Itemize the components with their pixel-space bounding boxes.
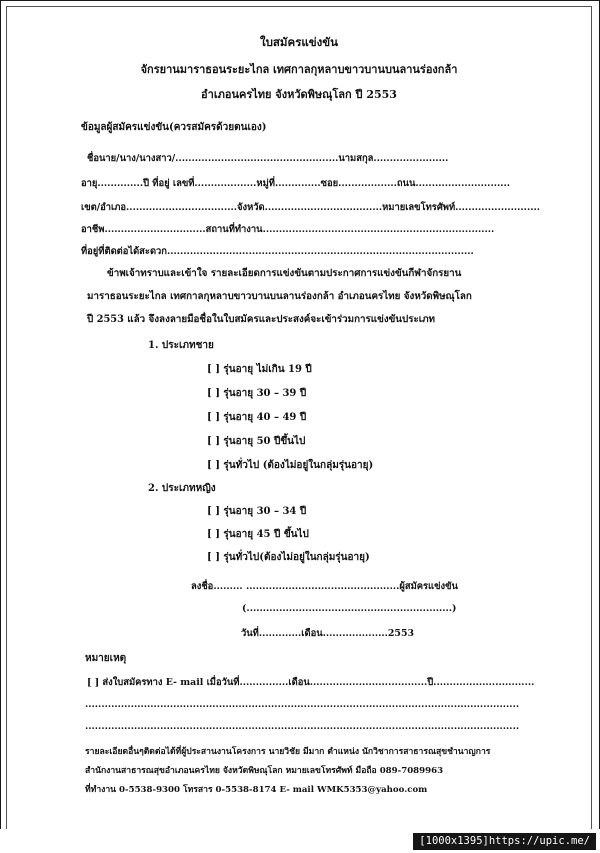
signature-line: ลงชื่อ......... ...............................................ผู้สมัครแข่งขัน	[191, 581, 458, 592]
female-option-30-34[interactable]: [ ] รุ่นอายุ 30 – 34 ปี	[207, 506, 307, 517]
note-dotted-line-2: .....................................................................................................................................	[85, 721, 520, 732]
document-page	[6, 6, 592, 830]
female-option-open[interactable]: [ ] รุ่นทั่วไป(ต้องไม่อยู่ในกลุ่มรุ่นอายุ)	[207, 552, 370, 563]
declaration-line-3: ปี 2553 แล้ว จึงลงลายมือชื่อในใบสมัครและประสงค์จะเข้าร่วมการแข่งขันประเภท	[87, 314, 436, 325]
female-option-45-plus[interactable]: [ ] รุ่นอายุ 45 ปี ขึ้นไป	[207, 529, 309, 540]
male-option-40-49[interactable]: [ ] รุ่นอายุ 40 – 49 ปี	[207, 412, 307, 423]
form-title: ใบสมัครแข่งขัน	[260, 35, 338, 49]
female-category-heading: 2. ประเภทหญิง	[148, 483, 216, 494]
male-option-under-19[interactable]: [ ] รุ่นอายุ ไม่เกิน 19 ปี	[207, 364, 312, 375]
signature-name-parenthesis: (...............................................................)	[242, 603, 457, 614]
age-address-field-line: อายุ..............ปี ที่อยู่ เลขที่...................หมู่ที่..............ซอย..................ถนน.............................	[81, 178, 511, 189]
declaration-line-2: มาราธอนระยะไกล เทศกาลกุหลาบขาวบานบนลานร่องกล้า อำเภอนครไทย จังหวัดพิษณุโลก	[87, 291, 472, 302]
male-category-heading: 1. ประเภทชาย	[148, 340, 214, 351]
name-field-line: ชื่อนาย/นาง/นางสาว/..................................................นามสกุล.......................	[87, 153, 449, 164]
district-phone-field-line: เขต/อำเภอ..................................จังหวัด....................................หมายเลขโทรศัพท์..........................	[81, 202, 541, 213]
contact-address-field-line: ที่อยู่ที่ติดต่อได้สะดวก..............................................................................................	[81, 246, 474, 257]
male-option-open[interactable]: [ ] รุ่นทั่วไป (ต้องไม่อยู่ในกลุ่มรุ่นอายุ)	[207, 460, 374, 471]
image-size-label: [1000x1395]	[419, 835, 489, 847]
note-dotted-line-1: .....................................................................................................................................	[85, 699, 520, 710]
male-option-50-plus[interactable]: [ ] รุ่นอายุ 50 ปีขึ้นไป	[207, 436, 306, 447]
image-host-url: https://upic.me/	[488, 835, 590, 847]
footer-office-phone: สำนักงานสาธารณสุขอำเภอนครไทย จังหวัดพิษณุโลก หมายเลขโทรศัพท์ มือถือ 089-7089963	[85, 766, 444, 776]
declaration-line-1: ข้าพเจ้าทราบและเข้าใจ รายละเอียดการแข่งขันตามประกาศการแข่งขันกีฬาจักรยาน	[107, 268, 462, 279]
footer-coordinator: รายละเอียดอื่นๆติดต่อได้ที่ผู้ประสานงานโครงการ นายวิชัย มีมาก ตำแหน่ง นักวิชาการสาธารณสุขชำนาญการ	[85, 747, 491, 757]
date-line: วันที่.............เดือน....................2553	[241, 628, 414, 639]
section-heading: ข้อมูลผู้สมัครแข่งขัน(ควรสมัครด้วยตนเอง)	[81, 122, 267, 133]
event-title: จักรยานมาราธอนระยะไกล เทศกาลกุหลาบขาวบานบนลานร่องกล้า	[140, 63, 458, 76]
footer-work-fax-email: ที่ทำงาน 0-5538-9300 โทรสาร 0-5538-8174 E- mail WMK5353@yahoo.com	[85, 785, 428, 795]
male-option-30-39[interactable]: [ ] รุ่นอายุ 30 – 39 ปี	[207, 388, 307, 399]
image-host-watermark	[413, 833, 596, 850]
occupation-field-line: อาชีพ...............................สถานที่ทำงาน.......................................................................	[81, 224, 495, 235]
email-submission-line: [ ] ส่งใบสมัครทาง E- mail เมื่อวันที่...............เดือน....................................ปี...............................	[87, 677, 535, 688]
event-location: อำเภอนครไทย จังหวัดพิษณุโลก ปี 2553	[201, 88, 397, 101]
note-heading: หมายเหตุ	[85, 653, 127, 664]
